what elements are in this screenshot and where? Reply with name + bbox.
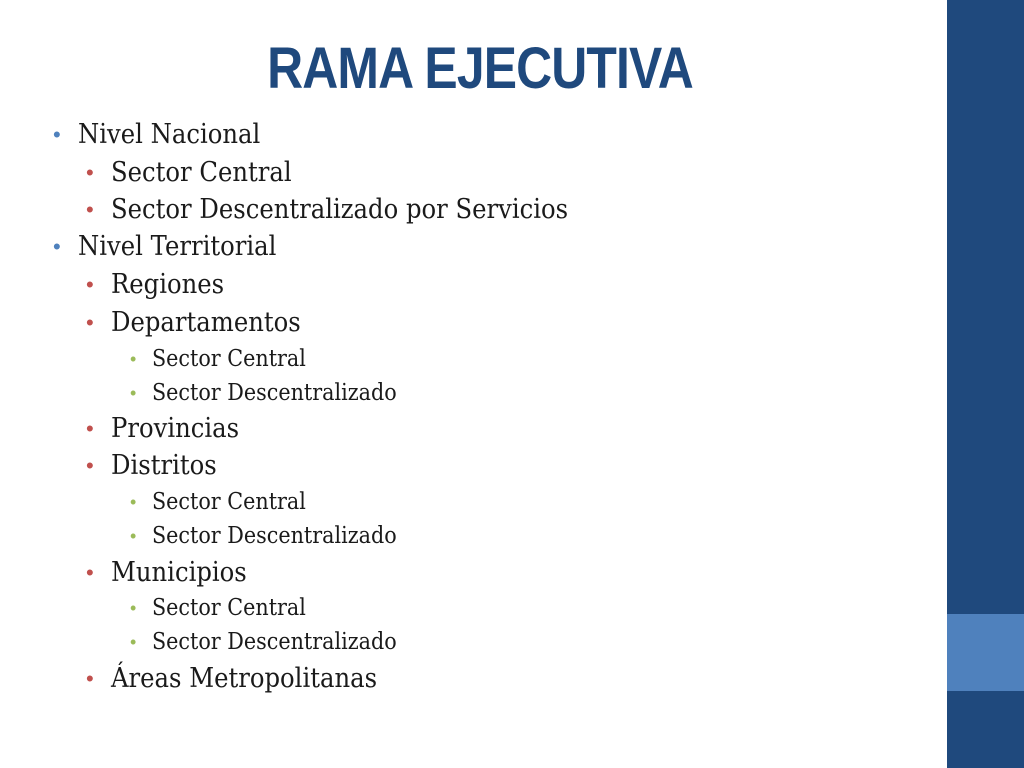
bullet-icon: • [130, 383, 137, 403]
bullet-icon: • [130, 526, 137, 546]
list-item [130, 377, 424, 409]
list-item-label: Sector Descentralizado [152, 380, 397, 406]
list-item-label: Distritos [111, 450, 217, 481]
bullet-icon: • [130, 632, 137, 652]
bullet-icon: • [130, 598, 137, 618]
bullet-icon: • [86, 197, 94, 222]
list-item-label: Sector Central [152, 595, 306, 621]
list-item-label: Provincias [111, 413, 240, 444]
list-item-label: Sector Central [152, 489, 306, 515]
list-item-label: Nivel Territorial [78, 231, 277, 262]
bullet-icon: • [53, 122, 61, 147]
list-item [86, 155, 312, 191]
bullet-icon: • [86, 416, 94, 441]
side-decoration-accent [947, 614, 1024, 691]
slide-title: RAMA EJECUTIVA [267, 36, 693, 101]
list-item [53, 229, 298, 265]
list-item-label: Regiones [111, 269, 225, 300]
bullet-icon: • [86, 453, 94, 478]
list-item [130, 520, 424, 552]
list-item-label: Municipios [111, 557, 247, 588]
list-item-label: Sector Descentralizado por Servicios [111, 194, 569, 225]
list-item-label: Sector Central [111, 157, 292, 188]
list-item [86, 411, 253, 447]
list-item [130, 486, 323, 518]
list-item [86, 192, 619, 228]
bullet-icon: • [86, 160, 94, 185]
bullet-icon: • [86, 310, 94, 335]
bullet-icon: • [86, 560, 94, 585]
list-item [86, 305, 322, 341]
bullet-icon: • [130, 349, 137, 369]
list-item [130, 343, 323, 375]
list-item [86, 661, 407, 697]
bullet-icon: • [130, 492, 137, 512]
list-item [86, 267, 237, 303]
bullet-icon: • [53, 234, 61, 259]
list-item-label: Departamentos [111, 307, 301, 338]
list-item [130, 626, 424, 658]
list-item-label: Sector Descentralizado [152, 523, 397, 549]
list-item [53, 117, 281, 153]
side-decoration-bar [947, 0, 1024, 768]
list-item-label: Sector Central [152, 346, 306, 372]
list-item-label: Áreas Metropolitanas [111, 663, 378, 694]
list-item-label: Nivel Nacional [78, 119, 261, 150]
list-item [86, 555, 262, 591]
bullet-icon: • [86, 272, 94, 297]
list-item-label: Sector Descentralizado [152, 629, 397, 655]
list-item [86, 448, 229, 484]
bullet-icon: • [86, 666, 94, 691]
list-item [130, 592, 323, 624]
